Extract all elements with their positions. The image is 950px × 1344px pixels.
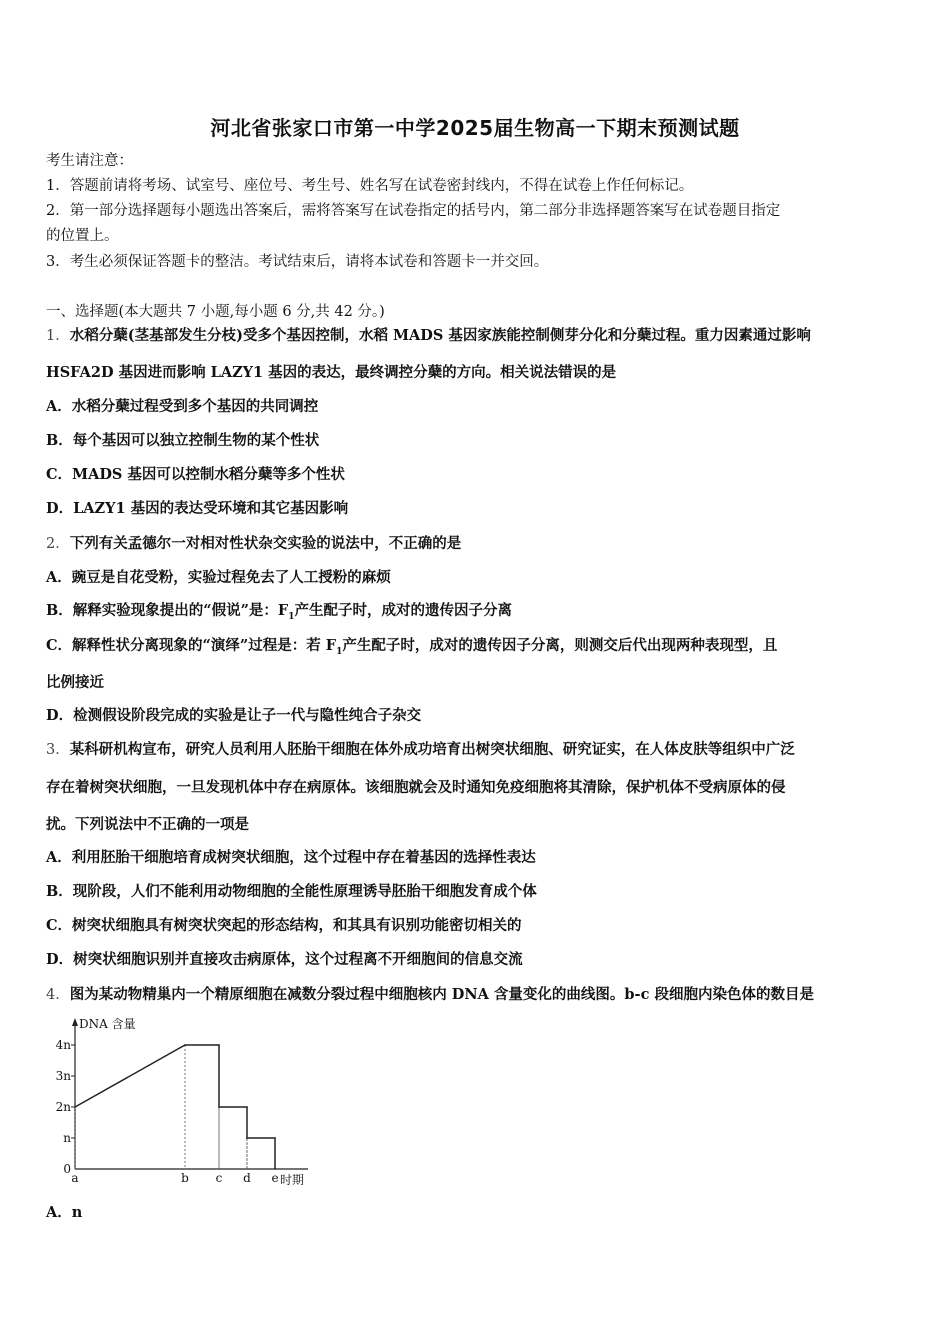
dna-content-chart (44, 1012, 324, 1194)
data-point (184, 1044, 186, 1046)
option-c (46, 636, 777, 662)
notice-item: 3．考生必须保证答题卡的整洁。考试结束后，请将本试卷和答题卡一并交回。 (46, 254, 549, 270)
question-text: 下列有关孟德尔一对相对性状杂交实验的说法中，不正确的是 (69, 535, 462, 552)
x-tick-label: b (181, 1171, 189, 1185)
data-point (246, 1137, 248, 1139)
question-text: 图为某动物精巢内一个精原细胞在减数分裂过程中细胞核内 DNA 含量变化的曲线图。b-c 段细胞内染色体的数目是 (69, 986, 814, 1003)
notice-heading: 考生请注意： (46, 153, 133, 169)
y-tick-label: 2n (55, 1100, 71, 1114)
y-tick-label: n (63, 1131, 71, 1145)
option-b (46, 601, 512, 627)
option-a: A．利用胚胎干细胞培育成树突状细胞，这个过程中存在着基因的选择性表达 (46, 849, 536, 866)
question-number: 3． (46, 742, 70, 758)
option-text: C．解释性状分离现象的“演绎”过程是：若 F (46, 637, 337, 654)
option-c: C．MADS 基因可以控制水稻分蘖等多个性状 (46, 466, 345, 483)
notice-item: 1．答题前请将考场、试室号、座位号、考生号、姓名写在试卷密封线内，不得在试卷上作任何标记。 (46, 178, 694, 194)
option-d: D．树突状细胞识别并直接攻击病原体，这个过程离不开细胞间的信息交流 (46, 951, 523, 968)
y-tick-label: 3n (55, 1069, 71, 1083)
option-text: 产生配子时，成对的遗传因子分离 (294, 602, 512, 619)
x-tick-label: c (215, 1171, 223, 1185)
question-number: 1． (46, 328, 70, 344)
option-text: 产生配子时，成对的遗传因子分离，则测交后代出现两种表现型，且 (342, 637, 778, 654)
section-heading: 一、选择题(本大题共 7 小题,每小题 6 分,共 42 分。) (46, 304, 385, 320)
data-point (274, 1137, 276, 1139)
option-d: D．LAZY1 基因的表达受环境和其它基因影响 (46, 500, 349, 517)
x-tick-label: d (243, 1171, 251, 1185)
question-3-stem-cont: 扰。下列说法中不正确的一项是 (46, 816, 249, 833)
question-number: 2． (46, 536, 70, 552)
option-c: C．树突状细胞具有树突状突起的形态结构，和其具有识别功能密切相关的 (46, 917, 522, 934)
question-2-stem (46, 534, 461, 554)
data-point (218, 1044, 220, 1046)
data-point (74, 1106, 76, 1108)
y-tick-label: 4n (55, 1038, 71, 1052)
question-3-stem-cont: 存在着树突状细胞，一旦发现机体中存在病原体。该细胞就会及时通知免疫细胞将其清除，保护机体不受病原体的侵 (46, 779, 786, 796)
data-point (246, 1106, 248, 1108)
x-tick-label: e (271, 1171, 279, 1185)
y-tick-label: 0 (63, 1162, 71, 1176)
question-text: 某科研机构宣布，研究人员利用人胚胎干细胞在体外成功培育出树突状细胞、研究证实，在人体皮肤等组织中广泛 (69, 741, 795, 758)
data-point (218, 1106, 220, 1108)
option-a: A．水稻分蘖过程受到多个基因的共同调控 (46, 398, 319, 415)
option-b: B．现阶段，人们不能利用动物细胞的全能性原理诱导胚胎干细胞发育成个体 (46, 883, 537, 900)
subscript: 1 (336, 646, 343, 657)
option-b: B．每个基因可以独立控制生物的某个性状 (46, 432, 320, 449)
x-tick-label: a (71, 1171, 79, 1185)
question-1-stem-cont: HSFA2D 基因进而影响 LAZY1 基因的表达，最终调控分蘖的方向。相关说法错误的是 (46, 364, 617, 381)
y-axis-label: DNA 含量 (79, 1017, 136, 1031)
dna-content-line (75, 1045, 275, 1169)
data-point (274, 1168, 276, 1170)
option-d: D．检测假设阶段完成的实验是让子一代与隐性纯合子杂交 (46, 707, 422, 724)
question-number: 4． (46, 987, 70, 1003)
option-a: A．豌豆是自花受粉，实验过程免去了人工授粉的麻烦 (46, 569, 391, 586)
page-title: 河北省张家口市第一中学2025届生物高一下期末预测试题 (210, 116, 740, 140)
option-a: A．n (46, 1204, 83, 1221)
question-3-stem (46, 740, 795, 760)
question-text: 水稻分蘖(茎基部发生分枝)受多个基因控制，水稻 MADS 基因家族能控制侧芽分化和分蘖过程。重力因素通过影响 (69, 327, 811, 344)
question-1-stem (46, 326, 811, 346)
option-c-cont: 比例接近 (46, 674, 104, 691)
x-axis-label: 时期 (280, 1173, 305, 1187)
notice-item: 的位置上。 (46, 228, 119, 244)
option-text: B．解释实验现象提出的“假说”是：F (46, 602, 289, 619)
subscript: 1 (288, 611, 295, 622)
notice-item: 2．第一部分选择题每小题选出答案后，需将答案写在试卷指定的括号内，第二部分非选择题答案写在试卷题目指定 (46, 203, 781, 219)
question-4-stem (46, 985, 814, 1005)
y-axis-arrow (72, 1018, 78, 1026)
